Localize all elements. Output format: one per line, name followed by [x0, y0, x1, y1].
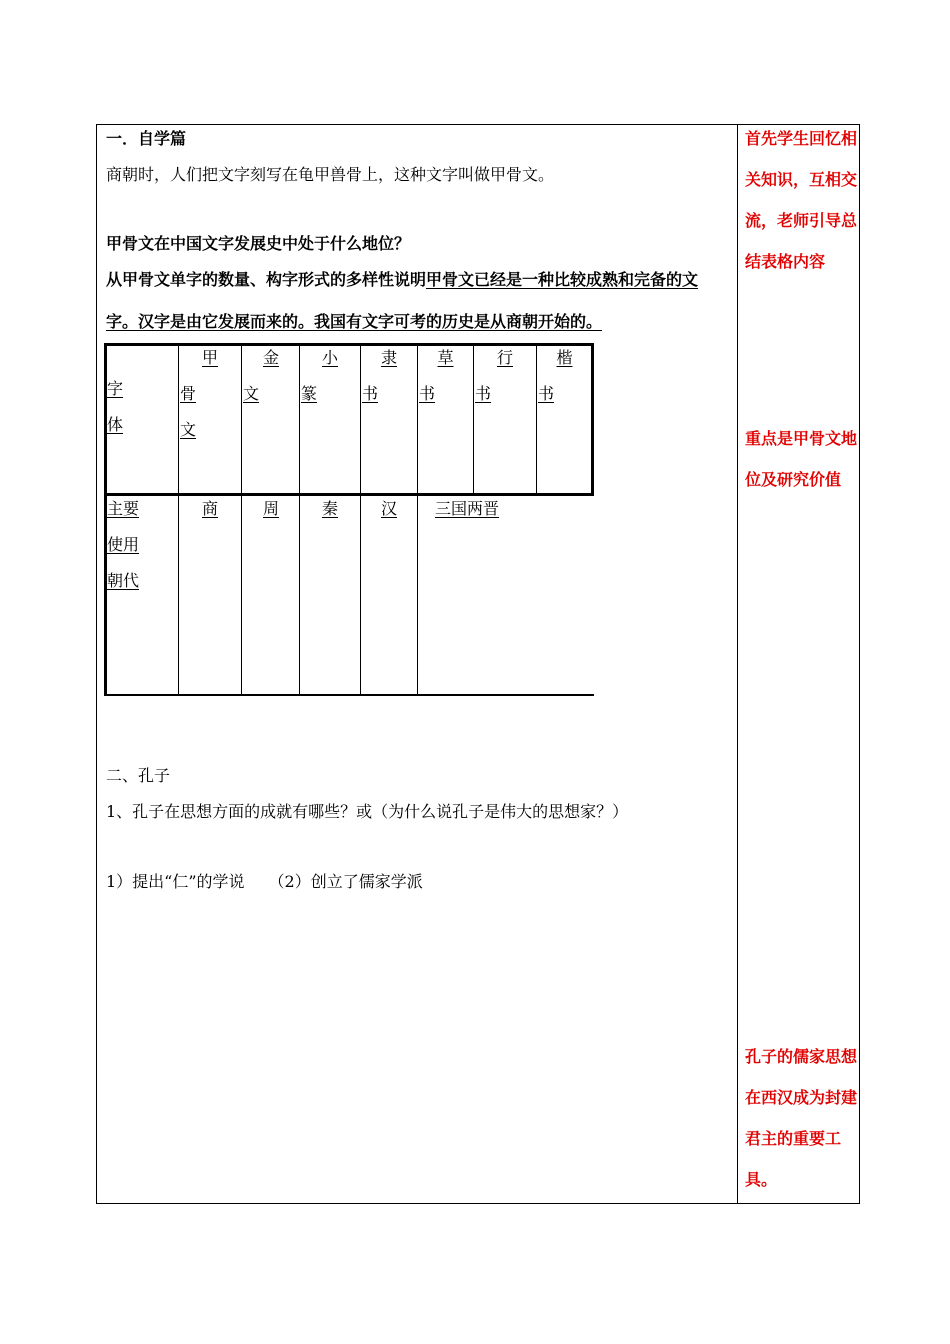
font-oracle-1: 甲: [201, 348, 218, 367]
font-cursive-2: 书: [419, 384, 436, 403]
answer-line1-a: 从甲骨文单字的数量、构字形式的多样性说明: [106, 270, 427, 289]
col-line-2: [241, 343, 242, 696]
font-running-2: 书: [475, 384, 492, 403]
row2-header-2: 使用: [107, 535, 140, 554]
script-table: [104, 343, 594, 696]
font-seal-1: 小: [321, 348, 338, 367]
dynasty-three-kingdoms: 三国两晋: [435, 499, 500, 518]
row2-header-3: 朝代: [107, 571, 140, 590]
teaching-note-3: 孔子的儒家思想在西汉成为封建君主的重要工具。: [745, 1047, 858, 1189]
section1-question: 甲骨文在中国文字发展史中处于什么地位？: [106, 234, 411, 253]
font-seal-2: 篆: [301, 384, 318, 403]
column-divider: [737, 125, 738, 1203]
teaching-note-2: 重点是甲骨文地位及研究价值: [745, 429, 858, 489]
row1-header-1: 字: [107, 379, 124, 398]
col-line-3: [299, 343, 300, 696]
table-right-border: [591, 343, 594, 496]
section1-answer-line1: [106, 270, 698, 290]
dynasty-qin: 秦: [321, 499, 338, 518]
section2-heading: 二、孔子: [106, 766, 171, 785]
answer-line1-b: 甲骨文已经是一种比较成熟和完备的文: [426, 270, 699, 289]
teaching-note-1: 首先学生回忆相关知识，互相交流，老师引导总结表格内容: [745, 129, 858, 271]
font-cursive-1: 草: [437, 348, 454, 367]
col-line-5: [417, 343, 418, 696]
font-regular-1: 楷: [556, 348, 573, 367]
dynasty-zhou: 周: [262, 499, 279, 518]
section2-answer: 1）提出“仁”的学说 （2）创立了儒家学派: [106, 872, 423, 891]
row2-header-1: 主要: [107, 499, 140, 518]
col-line-1: [178, 343, 179, 696]
row1-header-2: 体: [107, 415, 124, 434]
font-regular-2: 书: [538, 384, 555, 403]
section2-question: 1、孔子在思想方面的成就有哪些？或（为什么说孔子是伟大的思想家？）: [106, 802, 629, 821]
dynasty-han: 汉: [380, 499, 397, 518]
font-bronze-1: 金: [262, 348, 279, 367]
font-oracle-2: 骨: [180, 384, 197, 403]
font-bronze-2: 文: [243, 384, 260, 403]
section1-answer-line2: 字。汉字是由它发展而来的。我国有文字可考的历史是从商朝开始的。: [106, 312, 603, 331]
col-line-6: [473, 343, 474, 496]
font-clerical-2: 书: [362, 384, 379, 403]
font-clerical-1: 隶: [380, 348, 397, 367]
col-line-7: [536, 343, 537, 496]
font-oracle-3: 文: [180, 420, 197, 439]
section1-intro: 商朝时，人们把文字刻写在龟甲兽骨上，这种文字叫做甲骨文。: [106, 165, 555, 184]
section1-heading: 一．自学篇: [106, 129, 187, 148]
col-line-4: [360, 343, 361, 696]
dynasty-shang: 商: [201, 499, 218, 518]
font-running-1: 行: [496, 348, 513, 367]
